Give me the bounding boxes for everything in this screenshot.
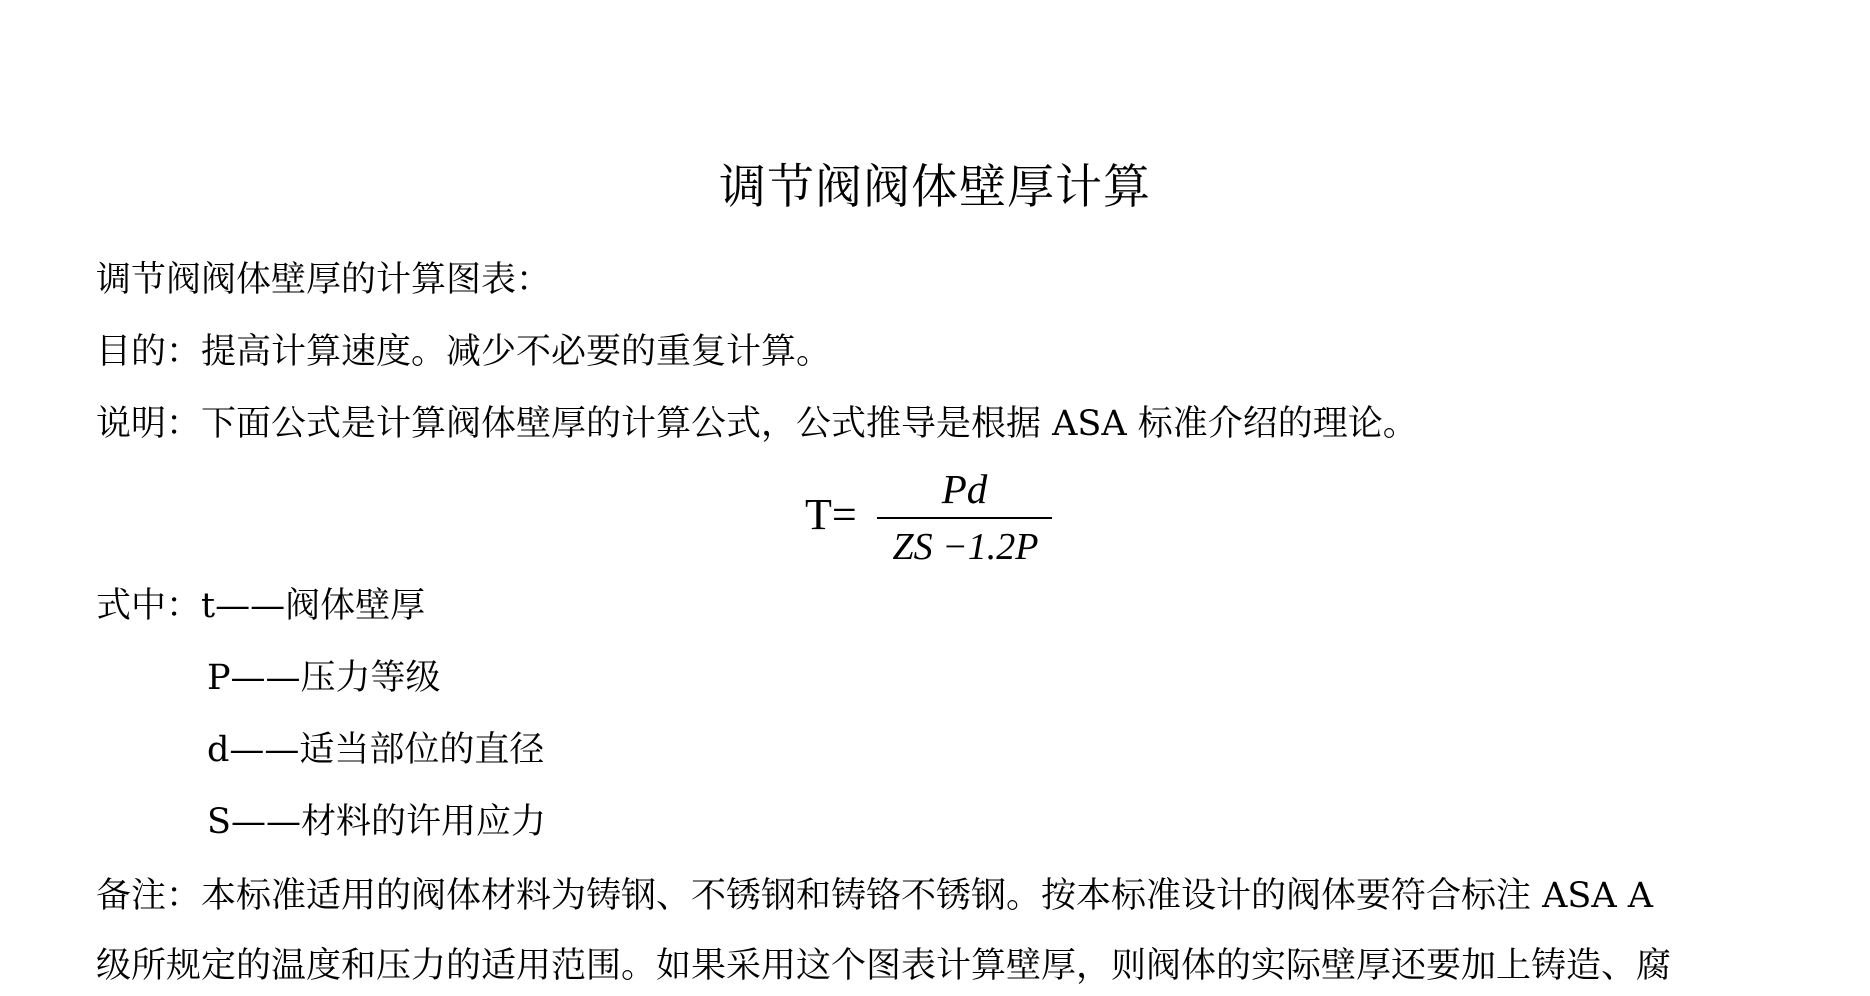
variable-d: d——适当部位的直径 [207,730,545,770]
explanation-text: 说明：下面公式是计算阀体壁厚的计算公式，公式推导是根据 ASA 标准介绍的理论。 [96,404,1418,444]
purpose-text: 目的：提高计算速度。减少不必要的重复计算。 [96,332,832,372]
fraction-bar [877,517,1052,519]
document-title: 调节阀阀体壁厚计算 [719,160,1151,215]
intro-text: 调节阀阀体壁厚的计算图表： [96,260,552,300]
note-line-1: 备注：本标准适用的阀体材料为铸钢、不锈钢和铸铬不锈钢。按本标准设计的阀体要符合标注 ASA A [96,876,1654,916]
note-line-2: 级所规定的温度和压力的适用范围。如果采用这个图表计算壁厚，则阀体的实际壁厚还要加上铸造、腐 [96,946,1672,986]
variable-s: S——材料的许用应力 [207,802,546,842]
wall-thickness-formula [805,465,1065,575]
variable-t: 式中：t——阀体壁厚 [96,586,426,626]
variable-p: P——压力等级 [207,658,441,698]
formula-denominator-text: ZS −1.2P [892,526,1039,568]
formula-numerator: Pd [941,466,988,512]
formula-denominator [873,523,1058,571]
formula-lhs: T= [805,490,857,539]
